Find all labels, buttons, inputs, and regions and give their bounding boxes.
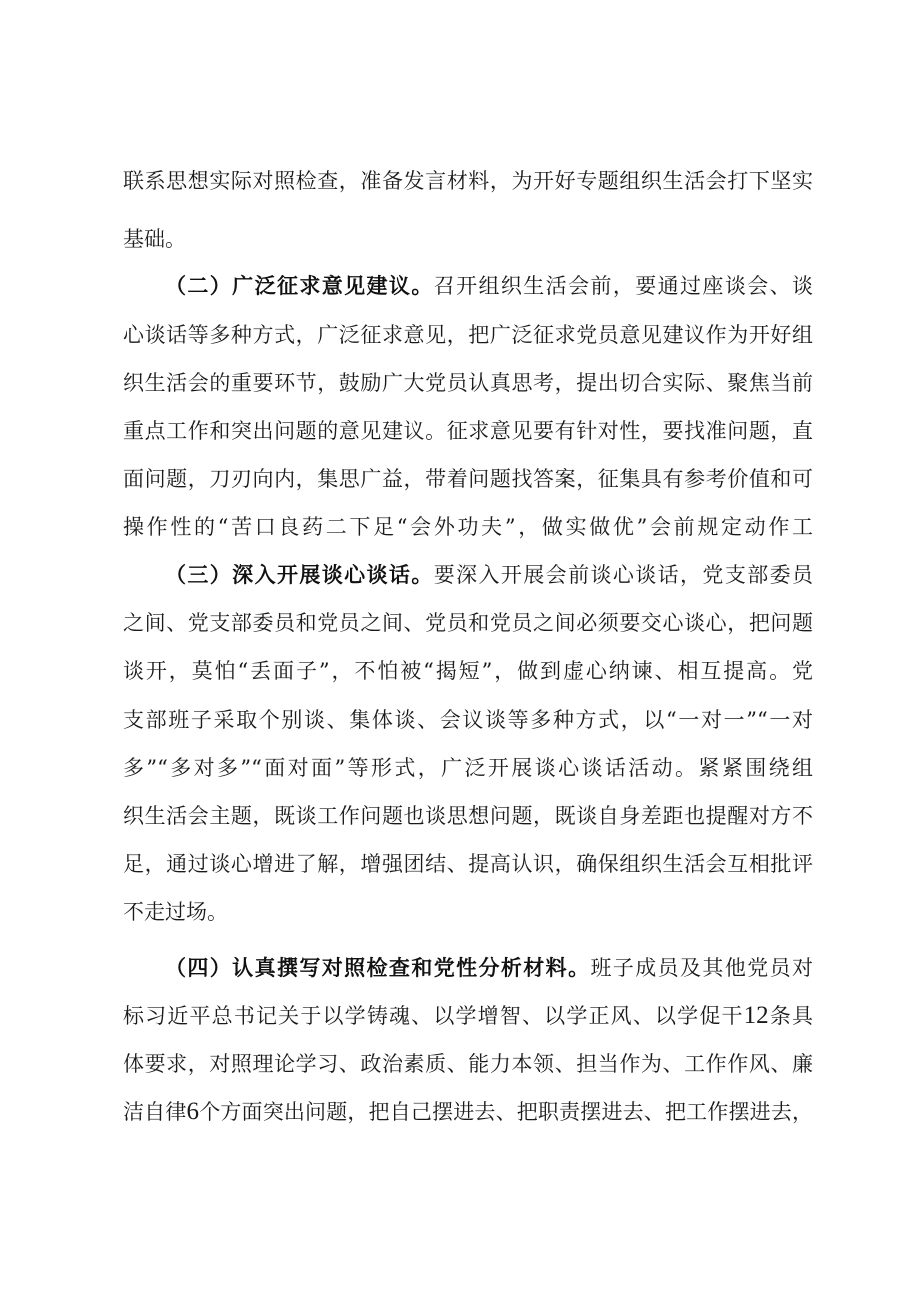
- paragraph-2-line-1: [165, 267, 813, 305]
- paragraph-4-line-4-text-a: 洁自律: [123, 1100, 187, 1124]
- paragraph-3-line-5: 多”“多对多”“面对面”等形式，广泛开展谈心谈话活动。紧紧围绕组: [123, 756, 813, 780]
- paragraph-2-text: 召开组织生活会前，要通过座谈会、谈: [433, 274, 814, 298]
- paragraph-3-line-1: [165, 556, 813, 594]
- paragraph-3-line-3: 谈开，莫怕“丢面子”，不怕被“揭短”，做到虚心纳谏、相互提高。党: [123, 659, 813, 683]
- paragraph-4-line-2-text-a: 标习近平总书记关于以学铸魂、以学增智、以学正风、以学促干: [123, 1004, 744, 1028]
- paragraph-2-line-2: 心谈话等多种方式，广泛征求意见，把广泛征求党员意见建议作为开好组: [123, 323, 813, 347]
- section-heading-4: （四）认真撰写对照检查和党性分析材料。: [165, 956, 591, 980]
- paragraph-4-line-3: 体要求，对照理论学习、政治素质、能力本领、担当作为、工作作风、廉: [123, 1052, 813, 1076]
- paragraph-3-line-7: 足，通过谈心增进了解，增强团结、提高认识，确保组织生活会互相批评: [123, 852, 813, 876]
- paragraph-3-line-6: 织生活会主题，既谈工作问题也谈思想问题，既谈自身差距也提醒对方不: [123, 804, 813, 828]
- paragraph-1-line-1: 联系思想实际对照检查，准备发言材料，为开好专题组织生活会打下坚实: [123, 169, 813, 193]
- section-heading-3: （三）深入开展谈心谈话。: [165, 563, 434, 587]
- paragraph-2-line-3: 织生活会的重要环节，鼓励广大党员认真思考，提出切合实际、聚焦当前: [123, 371, 813, 395]
- paragraph-4-line-4: [123, 1093, 813, 1131]
- paragraph-1-line-2: 基础。: [123, 227, 186, 251]
- paragraph-4-number-6: 6: [186, 1098, 200, 1125]
- paragraph-2-line-4: 重点工作和突出问题的意见建议。征求意见要有针对性，要找准问题，直: [123, 419, 813, 443]
- paragraph-3-text: 要深入开展会前谈心谈话，党支部委员: [433, 563, 814, 587]
- section-heading-2: （二）广泛征求意见建议。: [165, 274, 434, 298]
- paragraph-4-line-2-text-b: 条具: [768, 1004, 814, 1028]
- paragraph-3-line-2: 之间、党支部委员和党员之间、党员和党员之间必须要交心谈心，把问题: [123, 611, 813, 635]
- paragraph-4-number-12: 12: [743, 1002, 769, 1029]
- paragraph-4-line-2: [123, 997, 813, 1035]
- paragraph-2-line-5: 面问题，刀刃向内，集思广益，带着问题找答案，征集具有参考价值和可: [123, 467, 813, 491]
- paragraph-4-line-1: [165, 949, 813, 987]
- paragraph-3-line-8: 不走过场。: [123, 900, 228, 924]
- paragraph-4-text: 班子成员及其他党员对: [590, 956, 814, 980]
- paragraph-3-line-4: 支部班子采取个别谈、集体谈、会议谈等多种方式，以“一对一”“一对: [123, 708, 813, 732]
- paragraph-4-line-4-text-b: 个方面突出问题，把自己摆进去、把职责摆进去、把工作摆进去，: [199, 1100, 813, 1124]
- paragraph-2-line-6: 操作性的“苦口良药二下足“会外功夫”，做实做优”会前规定动作工: [123, 515, 813, 539]
